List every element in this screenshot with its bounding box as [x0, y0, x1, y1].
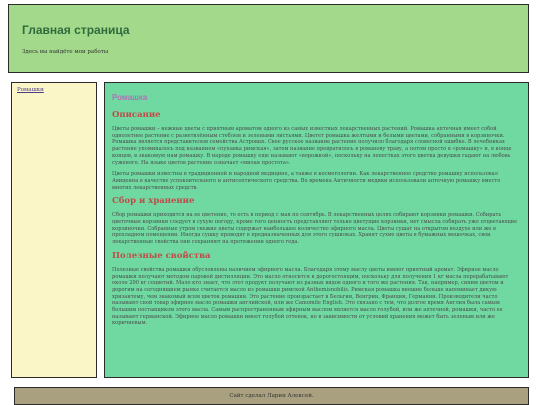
properties-paragraph: Полезные свойства ромашки обусловлены наличием эфирного масла. Благодаря этому маслу цветы имеют приятный аромат. Эфирное масло ромашки получают методом паровой дистилляции. Это масло относится к дорогостоящим, поскольку для получения 1 кг масла перерабатывают около 200 кг соцветий. Мало кто знает, что этот продукт получают из разных видов одного и того же растения. Так, например, синим цветом и дорогим на сегодняшнем рынке считается масло из ромашки римской Anthemisnobilis. Римская ромашка внешне больше напоминает дикую хризантему, чем знакомый всем цветок ромашки. Это растение произрастает в Бельгии, Венгрии, Франции, Германии. Производители часто называют свой товар эфирное масло ромашки английской, или же Camomile English. Это связано с тем, что долгое время Англия была самым большим поставщиком этого масла. Самым распространенным эфирным маслом является масло голубой, или же аптечной, ромашки, часто ее называют германской. Эфирное масло ромашки имеет голубой оттенок, но в зависимости от условий хранения может быть зеленым или же коричневым.	[112, 266, 509, 327]
section-heading-properties: Полезные свойства	[112, 250, 211, 261]
page-header	[8, 4, 529, 73]
site-subtitle: Здесь вы найдёте мои работы	[22, 49, 109, 55]
description-paragraph-1: Цветы ромашки – нежные цветы с приятным ароматом одного из самых известных лекарственных растений. Ромашка аптечная имеет собой однолетнее растение с разветвлённым стеблем и зелеными листьями. Цветет ромашка желтыми и белыми цветами, собранными в корзиночки. Ромашка является представителем семейства Астровых. Свое русское название растение получило благодаря словесной ошибке. В лечебниках растение упоминалось под названием «пупавка римская», затем название превратилось в романову траву, а потом просто в «ромашку» и, в конце концов, в знакомую нам ромашку. В народе ромашку еще называют «ворожкой», поскольку на лепестках этого цветка девушки гадают на любовь суженого. На языке цветов растение означает «милая простота».	[112, 126, 512, 166]
article-title: Ромашка	[112, 93, 148, 102]
description-paragraph-2: Цветы ромашки известны в традиционной и народной медицине, а также в косметологии. Как лекарственное средство ромашку использовал Авиценна в качестве успокоительного и антисептического средства. Во времена Античности медики использовали аптечную ромашку вместо многих лекарственных средств.	[112, 171, 501, 191]
main-content	[104, 82, 529, 378]
section-heading-collection: Сбор и хранение	[112, 196, 195, 207]
sidebar-link-chamomile[interactable]: Ромашки	[17, 87, 44, 93]
collection-paragraph: Сбор ромашки приходится на ее цветение, то есть в период с мая по сентябрь. В лекарственных целях собирают корзинки ромашки. Собирать цветочные корзинки следует в сухую погоду, кроме того ценность представляют только цветущие корзинки, нет смысла собирать уже отцветающие корзиночки. Собранные утром свежие цветы содержат наибольшее количество эфирного масла. Цветы сушат на открытом воздухе или же в прохладном помещении. Иногда сушку проводят в предназначенных для этого сушилках. Хранят сухие цветы в бумажных мешочках, свои лекарственные свойства они сохраняют на протяжении одного года.	[112, 212, 518, 246]
page-footer: Сайт сделал Ларин Алексей.	[14, 387, 529, 405]
site-title: Главная страница	[22, 23, 130, 37]
sidebar	[11, 82, 97, 378]
section-heading-description: Описание	[112, 110, 161, 120]
